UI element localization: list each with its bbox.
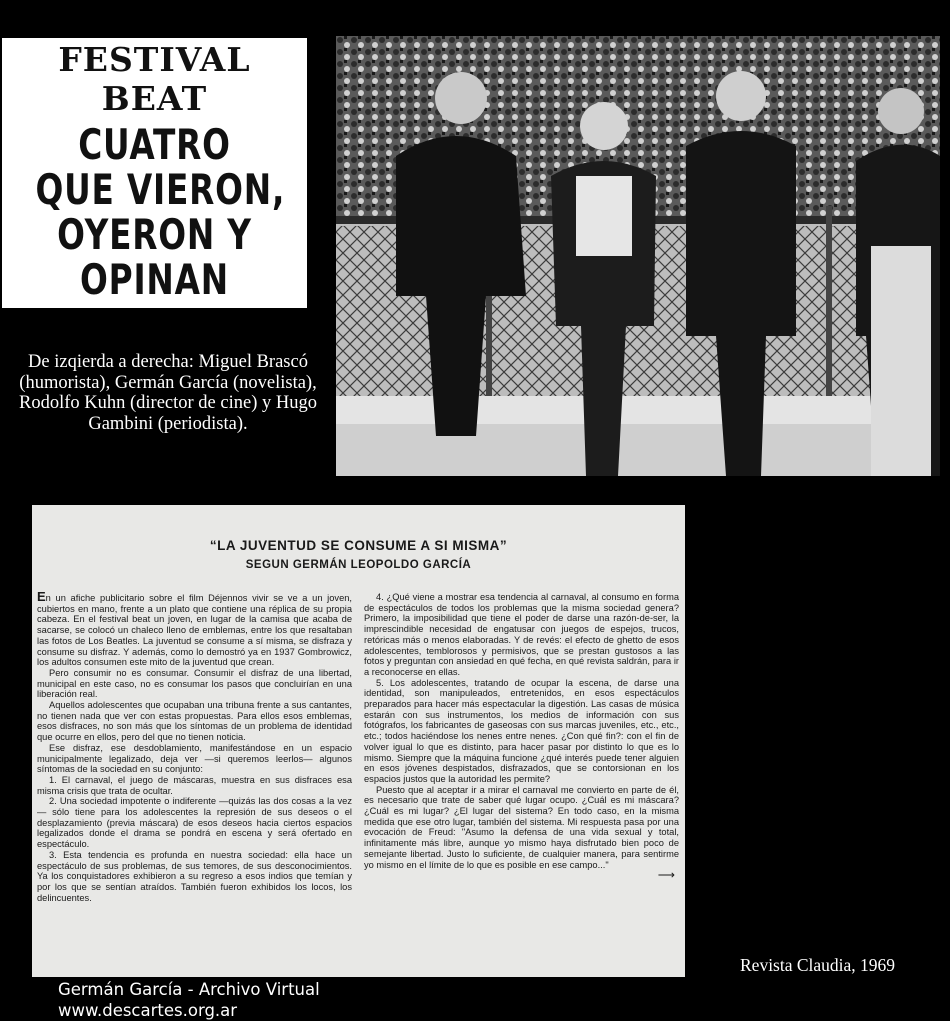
- article: [32, 505, 685, 977]
- headline-kicker: FESTIVAL BEAT: [58, 40, 251, 118]
- article-title: “LA JUVENTUD SE CONSUME A SI MISMA”: [209, 538, 508, 553]
- footer-url: www.descartes.org.ar: [58, 1001, 238, 1020]
- footer: [58, 979, 320, 1021]
- article-paragraph: 5. Los adolescentes, tratando de ocupar la escena, de darse una identidad, son manipuleados, entretenidos, en esos espectáculos preparados para hacer más espectacular la digestión. Las casas de música estarán con sus instrumentos, los medios de información con sus fotógrafos, los fabricantes de gaseosas con sus marcas juveniles, etc., etc., etc.; todos haciéndose los nenes entre nenes. ¿Con qué fin?: con el fin de volver igual lo que es distinto, para hacer pasar por distinto lo que es lo mismo. Siempre que la máquina funcione ¿qué interés puede tener alguien en esos jóvenes despistados, disfrazados, que se contorsionan en los espacios justos que la autoridad les permite?: [364, 677, 679, 784]
- photo-caption: De izqierda a derecha: Miguel Brascó (humorista), Germán García (novelista), Rodolfo Kuhn (director de cine) y Hugo Gambini (periodista).: [19, 352, 317, 434]
- continue-arrow-icon: ⟶: [657, 868, 675, 883]
- article-paragraph: Puesto que al aceptar ir a mirar el carnaval me convierto en parte de él, es necesario que trate de saber qué lugar ocupo. ¿Cuál es mi máscara? ¿Cuál es mi lugar? ¿El lugar del sistema? En todo caso, en la misma medida que ese otro lugar, también del sistema. Mi respuesta pasa por una evocación de Freud: "Asumo la defensa de una vida sexual y total, infinitamente más libre, aunque yo mismo haya disfrutado bien poco de semejante libertad. Justo lo suficiente, de cualquier manera, para sentirme yo mismo en el límite de lo que es posible en ese campo...": [364, 784, 679, 870]
- photo: [336, 36, 940, 476]
- article-paragraph: 2. Una sociedad impotente o indiferente —quizás las dos cosas a la vez— sólo tiene para los adolescentes la represión de sus deseos o el desplazamiento (previa máscara) de esos deseos hacia ciertos espacios legalizados donde el drama se pondrá en escena y será ofertado en espectáculo.: [37, 796, 352, 850]
- source-credit: Revista Claudia, 1969: [740, 955, 896, 975]
- article-columns: [37, 589, 679, 973]
- headline-line: QUE VIERON,: [35, 165, 286, 214]
- article-paragraph: En un afiche publicitario sobre el film Déjennos vivir se ve a un joven, cubiertos en mano, frente a un plato que contiene una réplica de su propia cabeza. En el festival beat un joven, en lugar de la camisa que acaba de sacarse, se colocó un chaleco lleno de emblemas, entre los que resaltaban las fotos de Los Beatles. La juventud se consume a sí misma, se disfraza y consume su disfraz. Y además, como lo demostró ya en 1937 Gombrowicz, los adultos consumen este mito de la juventud que crean.: [37, 589, 352, 668]
- article-subtitle: SEGUN GERMÁN LEOPOLDO GARCÍA: [245, 559, 472, 571]
- article-paragraph: Ese disfraz, ese desdoblamiento, manifestándose en un espacio municipalmente legalizado, deja ver —si queremos leerlos— algunos síntomas de la sociedad en su conjunto:: [37, 742, 352, 775]
- article-column-left: [37, 589, 352, 973]
- article-paragraph: 4. ¿Qué viene a mostrar esa tendencia al carnaval, al consumo en forma de espectáculos de todos los problemas que la misma sociedad genera? Primero, la imposibilidad que tiene el poder de darse una razón-de-ser, la imprescindible necesidad de engatusar con juegos de espejos, trucos, retóricas más o menos elaboradas. Y de revés: el efecto de ghetto de esos adolescentes, temblorosos y permisivos, que se prestan gustosos a las fotos y preguntan con ansiedad en qué fecha, en qué revista saldrán, para ir a reconocerse en ellas.: [364, 592, 679, 677]
- article-column-right: [364, 592, 679, 973]
- article-paragraph: 3. Esta tendencia es profunda en nuestra sociedad: ella hace un espectáculo de sus problemas, de sus temores, de sus desconocimientos. Ya los conquistadores exhibieron a su regreso a esos indios que temían y por los que se sentían atraídos. También fueron exhibidos los locos, los delincuentes.: [37, 849, 352, 903]
- headline-line: OYERON Y: [57, 210, 252, 259]
- footer-archive: Germán García - Archivo Virtual: [58, 980, 320, 999]
- headline-line: CUATRO: [78, 120, 231, 169]
- article-paragraph: Pero consumir no es consumar. Consumir el disfraz de una libertad, municipal en este caso, no es consumar los pasos que concluirían en una liberación real.: [37, 667, 352, 700]
- headline-line: OPINAN: [80, 255, 229, 304]
- article-paragraph: 1. El carnaval, el juego de máscaras, muestra en sus disfraces esa misma crisis que trata de ocultar.: [37, 774, 352, 796]
- article-paragraph: Aquellos adolescentes que ocupaban una tribuna frente a sus cantantes, no tienen nada que ver con estas propuestas. Para ellos esos emblemas, esos disfraces, no son más que los síntomas de un problema de identidad que ocurre en ellos, pero del que no tienen noticia.: [37, 700, 352, 743]
- headline: [35, 120, 286, 304]
- headline-box: [2, 38, 307, 308]
- photo-illustration: [336, 36, 940, 476]
